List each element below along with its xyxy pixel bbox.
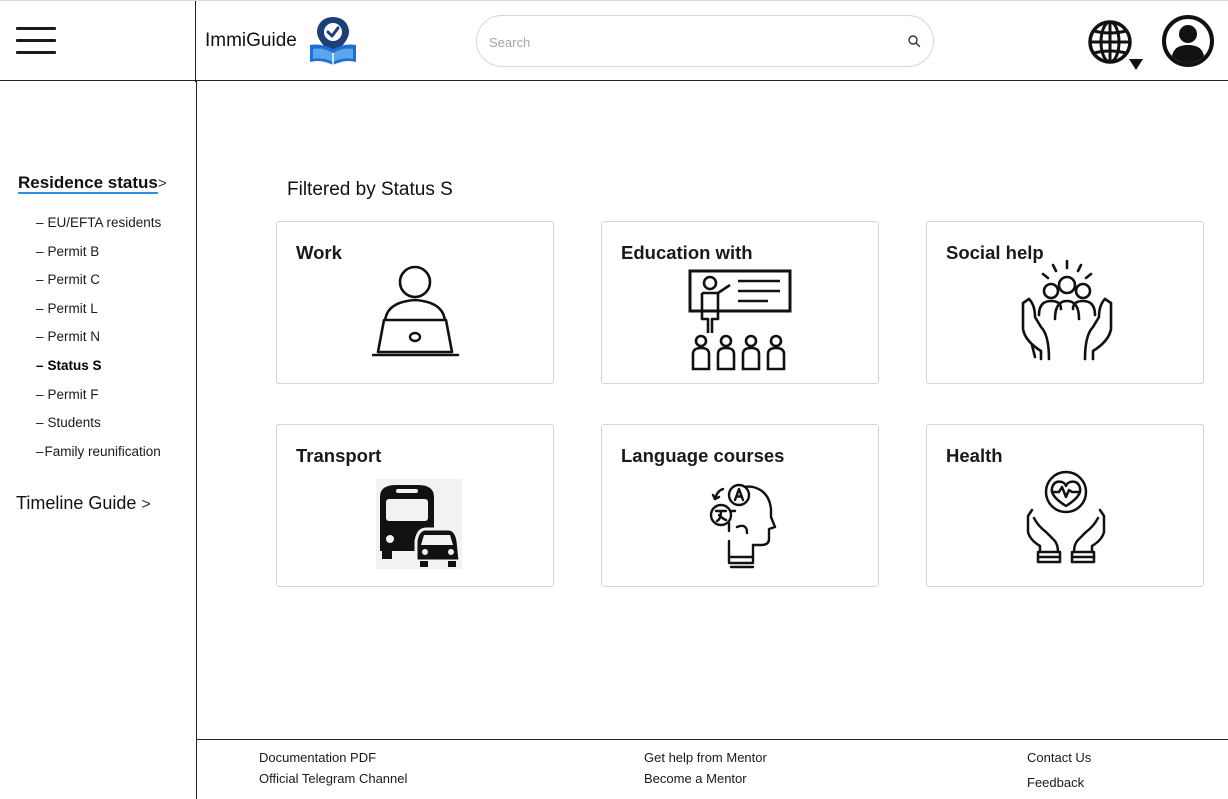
card-title: Work xyxy=(296,242,342,263)
app-header xyxy=(0,0,1228,81)
classroom-teacher-icon xyxy=(688,269,792,373)
footer-link-documentation-pdf[interactable]: Documentation PDF xyxy=(259,750,377,765)
footer-link-feedback[interactable]: Feedback xyxy=(1027,775,1085,790)
category-card-education[interactable] xyxy=(601,221,879,384)
sidebar-item-permit-f[interactable] xyxy=(36,385,161,414)
category-card-health[interactable] xyxy=(926,424,1204,587)
sidebar-divider xyxy=(196,81,197,799)
sidebar-heading-label: Residence status xyxy=(18,173,158,192)
dash-icon: – xyxy=(36,300,44,316)
sidebar-item-students[interactable] xyxy=(36,413,161,442)
menu-bar xyxy=(16,39,56,42)
hamburger-menu-icon[interactable] xyxy=(14,25,58,59)
dash-icon: – xyxy=(36,215,44,230)
sidebar-item-label: Permit B xyxy=(47,243,100,259)
sidebar-heading-residence-status[interactable] xyxy=(18,173,167,193)
card-title: Social help xyxy=(946,242,1044,263)
footer-link-help-from-mentor[interactable]: Get help from Mentor xyxy=(644,750,767,765)
language-head-icon xyxy=(707,483,777,569)
sidebar-item-label: Permit N xyxy=(47,329,101,345)
sidebar-item-label: Status S xyxy=(47,357,102,373)
card-title: Transport xyxy=(296,445,382,466)
category-card-transport[interactable] xyxy=(276,424,554,587)
account-user-icon[interactable] xyxy=(1160,13,1216,69)
sidebar-item-label: Family reunification xyxy=(44,443,161,459)
sidebar-item-permit-c[interactable] xyxy=(36,270,161,299)
category-card-social-help[interactable] xyxy=(926,221,1204,384)
timeline-guide-label: Timeline Guide xyxy=(16,493,137,513)
dash-icon: – xyxy=(36,415,44,431)
dash-icon: – xyxy=(36,329,44,345)
logo-icon xyxy=(307,15,359,67)
language-globe-icon[interactable] xyxy=(1086,19,1146,75)
card-title: Education with xyxy=(621,242,753,263)
sidebar-item-label: EU/EFTA residents xyxy=(47,215,162,230)
page-title: Filtered by Status S xyxy=(287,179,453,200)
search-bar xyxy=(476,15,934,67)
dash-icon: – xyxy=(36,243,44,259)
menu-bar xyxy=(16,51,56,54)
sidebar-item-permit-l[interactable] xyxy=(36,299,161,328)
search-icon[interactable] xyxy=(907,34,921,48)
sidebar-item-eu-efta[interactable] xyxy=(36,213,161,242)
hands-community-icon xyxy=(1015,259,1119,363)
brand[interactable] xyxy=(205,15,359,67)
footer-link-contact-us[interactable]: Contact Us xyxy=(1027,750,1092,765)
header-divider xyxy=(195,1,196,82)
sidebar-status-list xyxy=(36,213,161,470)
dash-icon: – xyxy=(36,443,44,459)
sidebar-item-label: Permit C xyxy=(47,272,101,288)
search-input[interactable] xyxy=(489,30,889,54)
sidebar-item-status-s[interactable] xyxy=(36,356,161,385)
dash-icon: – xyxy=(36,386,44,402)
card-title: Health xyxy=(946,445,1003,466)
footer-divider xyxy=(197,739,1228,740)
sidebar-item-permit-n[interactable] xyxy=(36,327,161,356)
dash-icon: – xyxy=(36,272,44,288)
sidebar-item-label: Students xyxy=(47,415,101,431)
sidebar-item-family-reunification[interactable] xyxy=(36,442,161,471)
sidebar-timeline-guide[interactable] xyxy=(16,493,151,514)
category-card-language-courses[interactable] xyxy=(601,424,879,587)
brand-name: ImmiGuide xyxy=(205,30,297,51)
bus-car-icon xyxy=(376,479,462,569)
dash-icon: – xyxy=(36,357,44,373)
chevron-right-icon: > xyxy=(141,496,151,513)
menu-bar xyxy=(16,27,56,30)
chevron-right-icon: > xyxy=(157,175,167,192)
category-card-work[interactable] xyxy=(276,221,554,384)
sidebar-item-permit-b[interactable] xyxy=(36,242,161,271)
footer-link-telegram-channel[interactable]: Official Telegram Channel xyxy=(259,771,408,786)
sidebar-item-label: Permit F xyxy=(47,386,99,402)
card-title: Language courses xyxy=(621,445,785,466)
hands-heart-icon xyxy=(1024,470,1108,564)
footer-link-become-mentor[interactable]: Become a Mentor xyxy=(644,771,747,786)
sidebar-item-label: Permit L xyxy=(47,300,98,316)
laptop-worker-icon xyxy=(372,262,462,358)
